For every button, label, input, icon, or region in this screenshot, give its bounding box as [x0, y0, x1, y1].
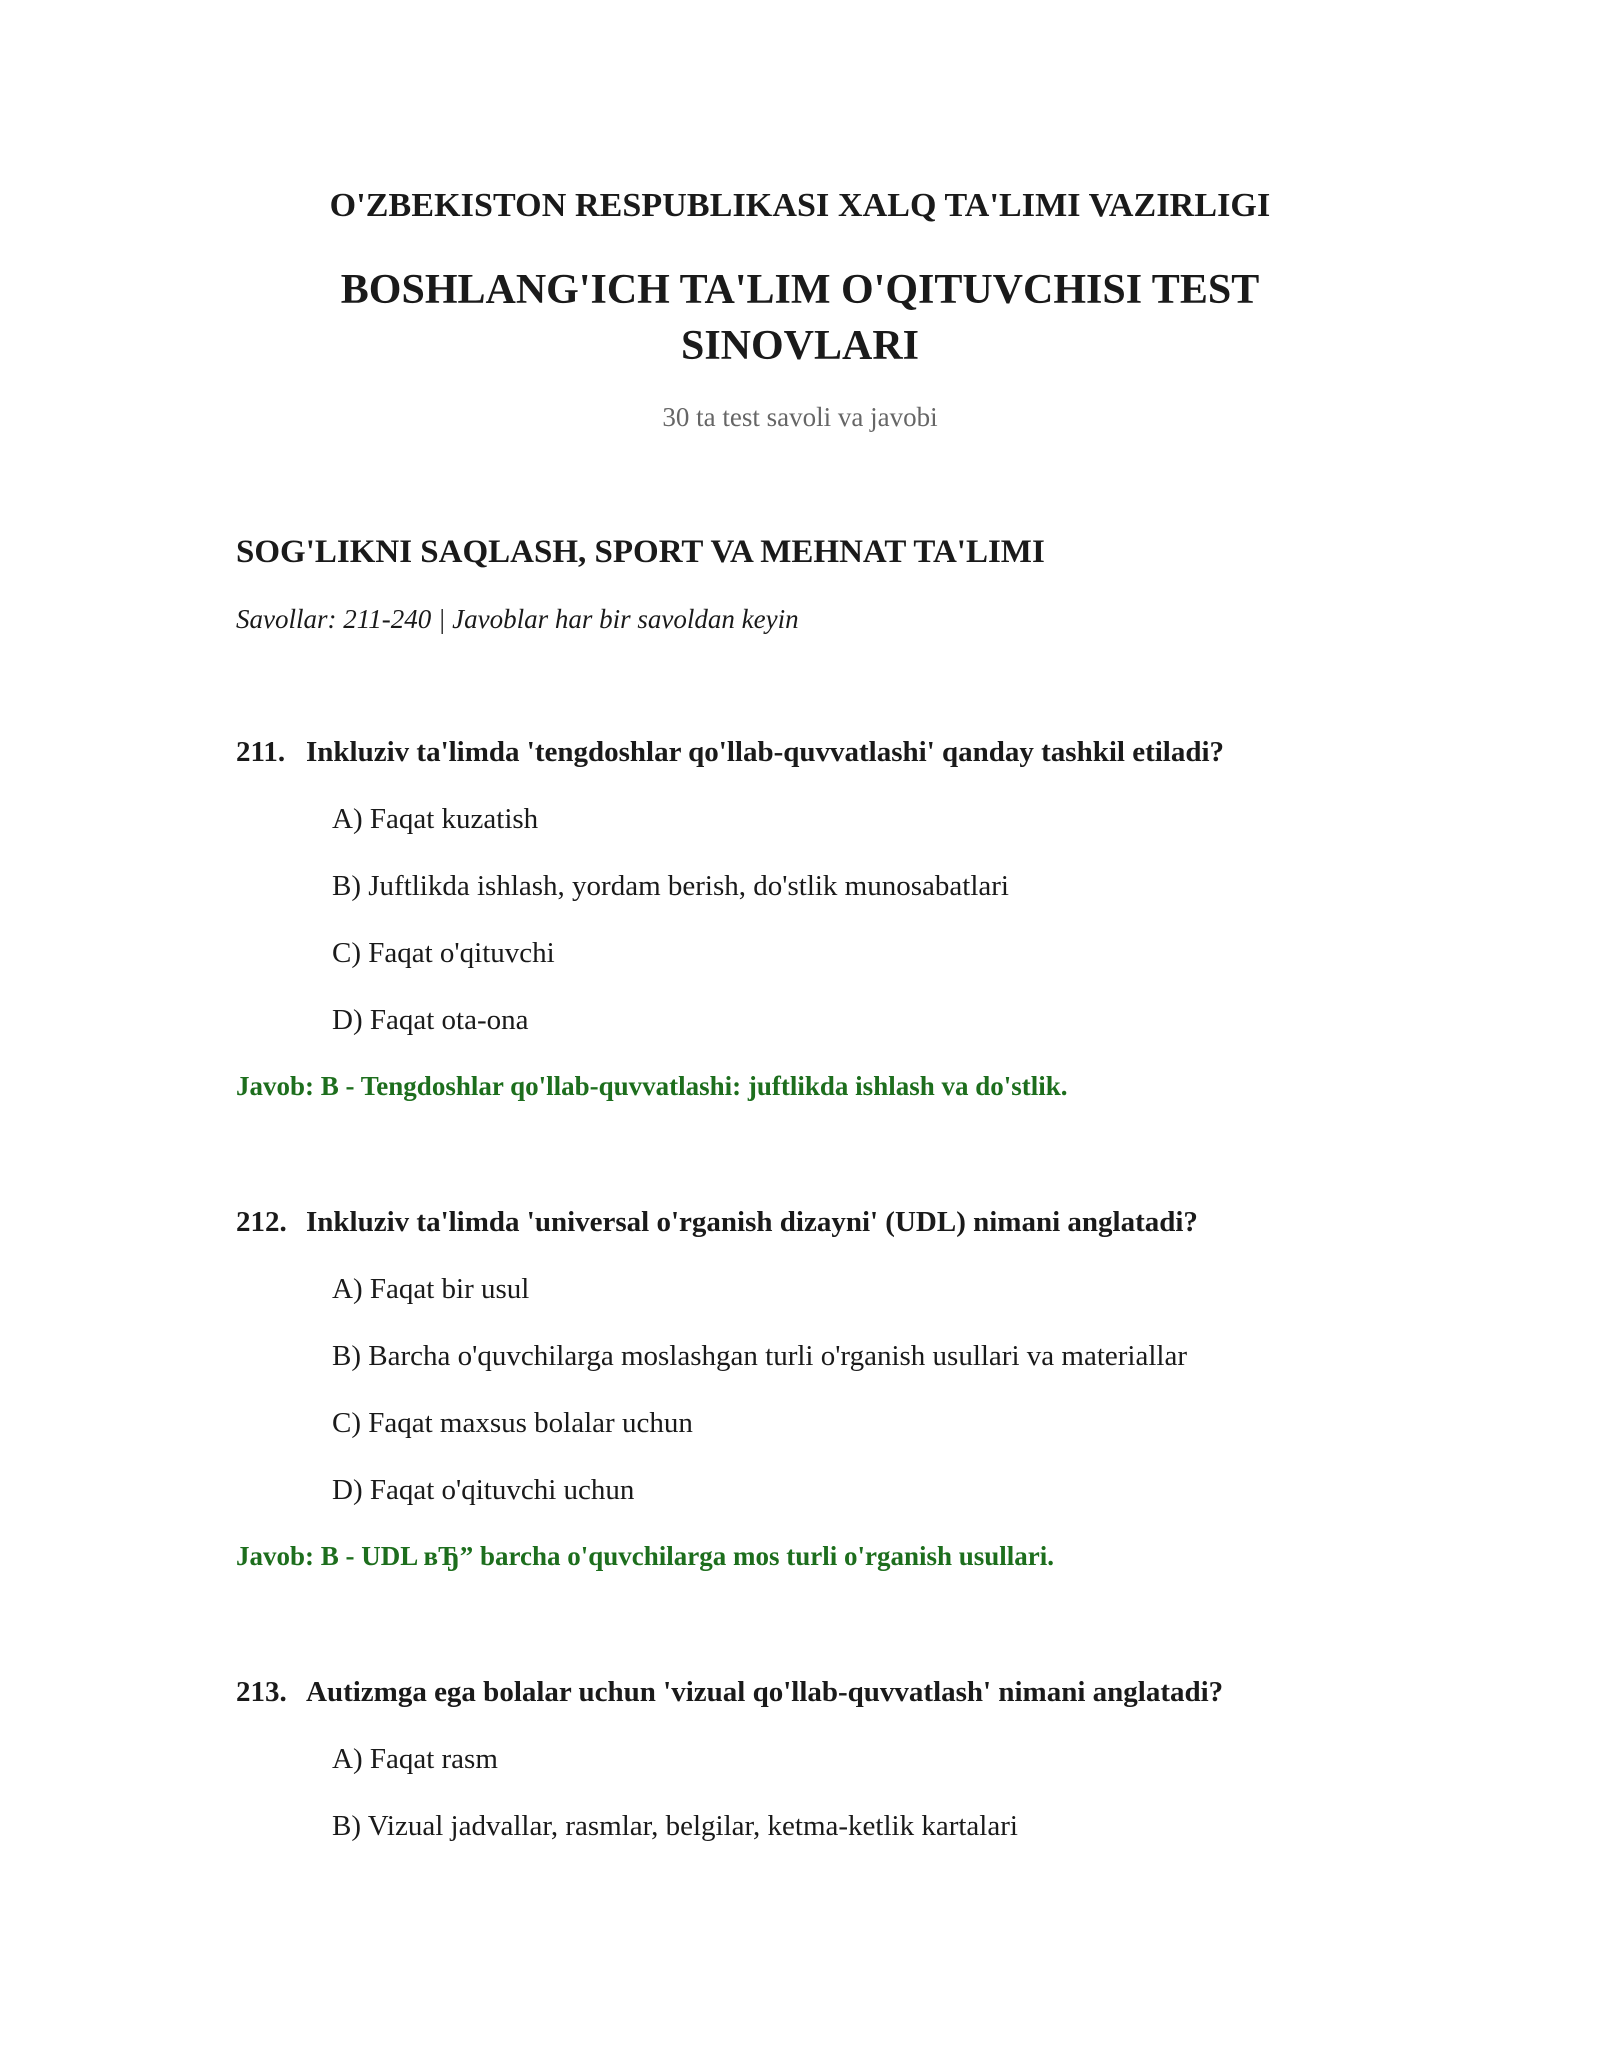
- option-d: D) Faqat o'qituvchi uchun: [332, 1474, 635, 1506]
- section-note: Savollar: 211-240 | Javoblar har bir savoldan keyin: [236, 604, 799, 634]
- option-b: B) Juftlikda ishlash, yordam berish, do'stlik munosabatlari: [332, 870, 1009, 902]
- answer-line: Javob: B - UDL вЂ” barcha o'quvchilarga mos turli o'rganish usullari.: [236, 1541, 1055, 1571]
- section-title: SOG'LIKNI SAQLASH, SPORT VA MEHNAT TA'LIMI: [236, 534, 1045, 570]
- question-211: [236, 734, 1436, 1103]
- document-subtitle: 30 ta test savoli va javobi: [662, 402, 938, 432]
- option-b: B) Barcha o'quvchilarga moslashgan turli o'rganish usullari va materiallar: [332, 1340, 1187, 1372]
- question-number: 212.: [236, 1206, 287, 1238]
- question-text: [236, 1204, 1436, 1240]
- question-label: Inkluziv ta'limda 'tengdoshlar qo'llab-quvvatlashi' qanday tashkil etiladi?: [306, 736, 1225, 768]
- option-a: A) Faqat bir usul: [332, 1273, 530, 1305]
- option-list: [236, 1741, 1436, 1844]
- option-c: C) Faqat maxsus bolalar uchun: [332, 1407, 693, 1439]
- question-number: 211.: [236, 736, 286, 768]
- option-b: B) Vizual jadvallar, rasmlar, belgilar, ketma-ketlik kartalari: [332, 1810, 1018, 1842]
- option-a: A) Faqat rasm: [332, 1743, 498, 1775]
- document-title: BOSHLANG'ICH TA'LIM O'QITUVCHISI TEST SINOVLARI: [340, 267, 1260, 369]
- answer-line: Javob: B - Tengdoshlar qo'llab-quvvatlashi: juftlikda ishlash va do'stlik.: [236, 1071, 1068, 1101]
- question-label: Autizmga ega bolalar uchun 'vizual qo'llab-quvvatlash' nimani anglatadi?: [306, 1676, 1224, 1708]
- question-212: [236, 1204, 1436, 1573]
- question-text: [236, 1674, 1436, 1710]
- question-number: 213.: [236, 1676, 287, 1708]
- ministry-heading: O'ZBEKISTON RESPUBLIKASI XALQ TA'LIMI VAZIRLIGI: [329, 187, 1271, 224]
- question-213: [236, 1674, 1436, 1844]
- option-c: C) Faqat o'qituvchi: [332, 937, 555, 969]
- option-a: A) Faqat kuzatish: [332, 803, 539, 835]
- option-list: [236, 1271, 1436, 1508]
- question-label: Inkluziv ta'limda 'universal o'rganish dizayni' (UDL) nimani anglatadi?: [306, 1206, 1198, 1238]
- option-d: D) Faqat ota-ona: [332, 1004, 529, 1036]
- option-list: [236, 801, 1436, 1038]
- question-text: [236, 734, 1436, 770]
